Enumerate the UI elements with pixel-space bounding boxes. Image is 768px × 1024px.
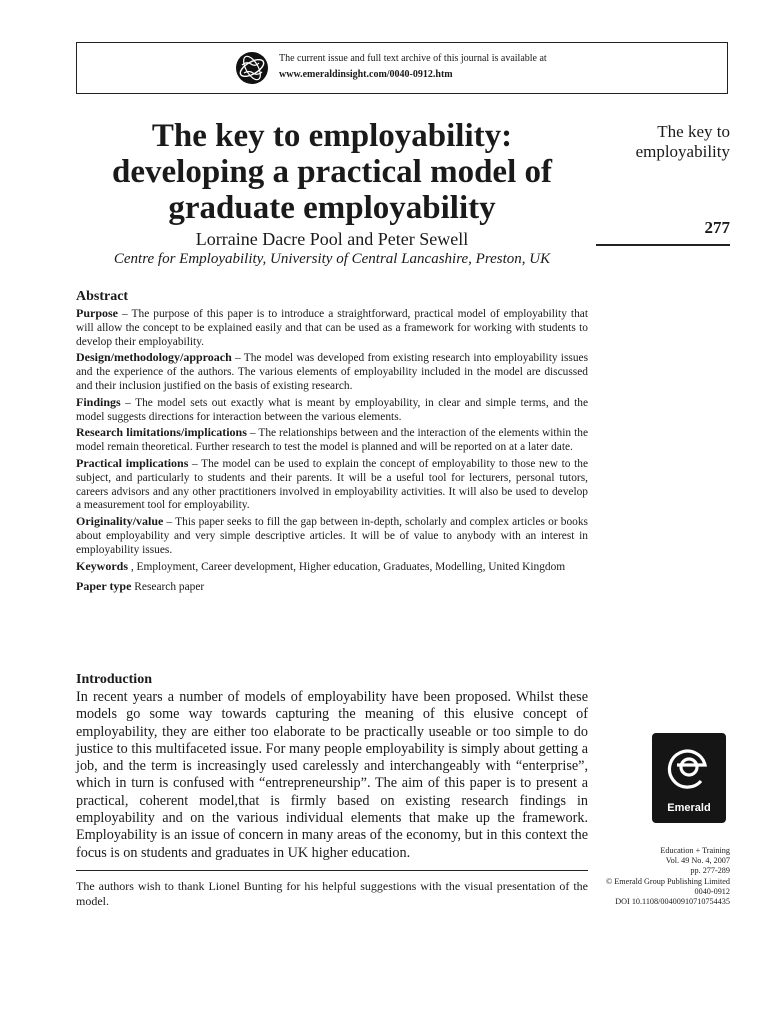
abstract-item xyxy=(76,396,588,425)
abstract-label: Paper type xyxy=(76,579,132,594)
abstract-text: The purpose of this paper is to introduce a straightforward, practical model of employability that will allow the concept to be explained easily and that can be used as a framework for working with students to develop their employability. xyxy=(76,308,588,348)
globe-icon xyxy=(235,51,269,85)
article-affiliation: Centre for Employability, University of Central Lancashire, Preston, UK xyxy=(113,251,551,267)
availability-text: The current issue and full text archive of this journal is available at xyxy=(279,53,547,64)
logo-wordmark: Emerald xyxy=(667,802,711,814)
abstract-sep: – xyxy=(120,396,136,409)
abstract-item xyxy=(76,426,588,455)
abstract-label: Findings xyxy=(76,394,121,409)
abstract-item xyxy=(76,307,588,349)
abstract-label: Design/methodology/approach xyxy=(76,350,232,365)
emerald-e-icon xyxy=(663,741,715,797)
abstract-item xyxy=(76,351,588,393)
sidebar-rule xyxy=(596,244,730,246)
running-title xyxy=(590,122,730,162)
title-line: The key to employability: xyxy=(151,118,513,154)
emerald-logo xyxy=(652,733,726,823)
abstract-text: Employment, Career development, Higher education, Graduates, Modelling, United Kingdom xyxy=(136,560,566,573)
abstract-label: Keywords xyxy=(76,558,128,573)
abstract-label: Practical implications xyxy=(76,455,189,470)
publication-info xyxy=(570,846,730,907)
abstract-label: Research limitations/implications xyxy=(76,425,247,440)
title-line: graduate employability xyxy=(168,190,496,226)
journal-availability-box xyxy=(76,42,728,94)
abstract-text: The model sets out exactly what is meant by employability, in clear and simple terms, and the model suggests directions for interaction between the various elements. xyxy=(76,396,589,423)
abstract-item xyxy=(76,457,588,513)
pub-line: DOI 10.1108/00400910710754435 xyxy=(615,897,730,907)
title-line: developing a practical model of xyxy=(112,154,552,190)
abstract-text: The model was developed from existing research into employability issues and the experience of the authors. The various elements of employability included in the model are discussed and their inclusion justified on the basis of existing research. xyxy=(76,352,589,392)
pub-line: Education + Training xyxy=(660,846,730,855)
introduction-text: In recent years a number of models of employability have been proposed. Whilst these models go some way towards capturing the meaning of this elusive concept of employability, they are either too elaborate to be practically useable or too simple to do justice to this multifaceted issue. For many people employability is simply about getting a job, and the term is increasingly used carelessly and interchangeably with “enterprise”, which in turn is confused with “entrepreneurship”. The aim of this paper is to present a practical, coherent model,that is firmly based on existing research findings in employability and on the various individual elements that make up the framework. Employability is an issue of concern in many areas of the economy, but in this context the focus is on students and graduates in UK higher education. xyxy=(76,689,588,861)
abstract-sep: – xyxy=(188,457,202,470)
abstract-label: Purpose xyxy=(76,306,118,320)
footnote-rule xyxy=(76,870,588,871)
running-title-line: The key to xyxy=(657,122,730,141)
abstract-body xyxy=(76,307,588,597)
abstract-label: Originality/value xyxy=(76,514,164,529)
abstract-text: The model can be used to explain the concept of employability to those new to the subject, and particularly to students and their parents. It will be a useful tool for lecturers, personal tutors, careers advisors and any other practitioners involved in employability activities. It will also be used to develop a measurement tool for employability. xyxy=(76,457,588,512)
pub-line: © Emerald Group Publishing Limited xyxy=(605,876,730,886)
abstract-sep: – xyxy=(246,427,259,440)
pub-line: Vol. 49 No. 4, 2007 xyxy=(665,856,730,866)
keywords xyxy=(76,560,588,575)
paper-type xyxy=(76,580,588,595)
abstract-sep: – xyxy=(163,516,176,529)
journal-url[interactable]: www.emeraldinsight.com/0040-0912.htm xyxy=(279,69,453,80)
abstract-item xyxy=(76,515,588,557)
article-authors: Lorraine Dacre Pool and Peter Sewell xyxy=(195,229,469,249)
pub-line: pp. 277-289 xyxy=(690,866,730,876)
pub-line: 0040-0912 xyxy=(694,886,730,896)
page-number: 277 xyxy=(704,218,730,237)
abstract-sep: , xyxy=(128,560,137,573)
acknowledgement-footnote: The authors wish to thank Lionel Bunting for his helpful suggestions with the visual presentation of the model. xyxy=(76,879,588,908)
abstract-sep: – xyxy=(118,308,132,320)
article-title xyxy=(76,118,588,226)
abstract-sep: – xyxy=(231,352,244,365)
running-title-line: employability xyxy=(635,142,730,161)
abstract-text: Research paper xyxy=(134,581,205,594)
abstract-text: The relationships between and the interaction of the elements within the model remain theoretical. Further research to test the model is planned and will be reported on at a later date. xyxy=(76,427,588,454)
abstract-heading: Abstract xyxy=(76,289,129,304)
abstract-text: This paper seeks to fill the gap between in-depth, scholarly and complex articles or books about employability and very simple descriptive articles. It will be of value to anybody with an interest in employability issues. xyxy=(76,516,588,556)
introduction-heading: Introduction xyxy=(76,672,152,687)
